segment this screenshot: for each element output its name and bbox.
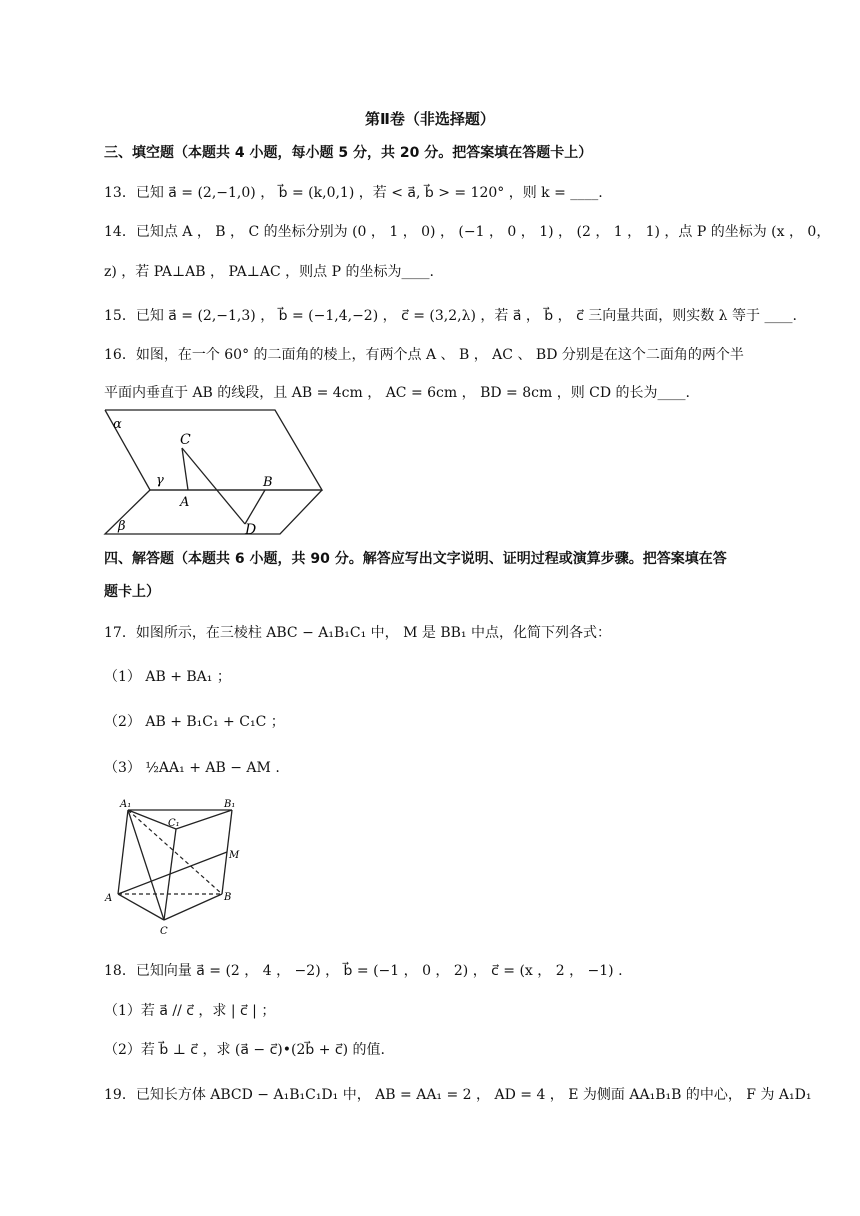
label-alpha: α bbox=[113, 417, 122, 432]
question-18-part2: （2）若 b⃗ ⊥ c⃗ ，求 (a⃗ − c⃗)•(2b⃗ + c⃗) 的值. bbox=[104, 1042, 385, 1058]
question-17-part3: （3） ½AA₁ + AB − AM . bbox=[104, 760, 280, 776]
edge-CB bbox=[164, 894, 222, 920]
question-17: 17．如图所示，在三棱柱 ABC − A₁B₁C₁ 中， M 是 BB₁ 中点，化简下列各式： bbox=[104, 625, 611, 641]
segment-CD bbox=[182, 448, 245, 524]
edge-C1B1 bbox=[176, 810, 232, 829]
label-gamma: γ bbox=[156, 473, 164, 488]
edge-A1A bbox=[118, 810, 128, 894]
question-18: 18．已知向量 a⃗ = (2 ， 4 ， −2) ， b⃗ = (−1 ， 0 ， 2) ， c⃗ = (x ， 2 ， −1) . bbox=[104, 963, 623, 979]
label-beta: β bbox=[118, 519, 126, 534]
label-C: C bbox=[180, 432, 191, 448]
label-B: B bbox=[224, 892, 232, 903]
plane-alpha-left-edge bbox=[105, 410, 150, 490]
label-C: C bbox=[160, 926, 168, 937]
question-19: 19．已知长方体 ABCD − A₁B₁C₁D₁ 中， AB = AA₁ = 2 ， AD = 4 ， E 为侧面 AA₁B₁B 的中心， F 为 A₁D₁ bbox=[104, 1087, 812, 1103]
segment-BD bbox=[245, 490, 265, 524]
section-title: 第Ⅱ卷（非选择题） bbox=[365, 110, 495, 128]
label-D: D bbox=[245, 522, 257, 538]
question-16-line2: 平面内垂直于 AB 的线段，且 AB = 4cm ， AC = 6cm ， BD = 8cm ，则 CD 的长为____. bbox=[104, 385, 690, 401]
plane-alpha-outline bbox=[105, 410, 322, 490]
part3-heading: 三、填空题（本题共 4 小题，每小题 5 分，共 20 分。把答案填在答题卡上） bbox=[104, 145, 593, 161]
question-14-line2: z) ，若 PA⊥AB ， PA⊥AC ，则点 P 的坐标为____. bbox=[104, 264, 434, 280]
question-14-line1: 14．已知点 A ， B ， C 的坐标分别为 (0 ， 1 ， 0) ， (−1 ， 0 ， 1) ， (2 ， 1 ， 1) ，点 P 的坐标为 (x ， 0， bbox=[104, 224, 831, 240]
question-13: 13．已知 a⃗ = (2,−1,0) ， b⃗ = (k,0,1) ，若 < a⃗, b⃗ > = 120° ，则 k = ____. bbox=[104, 185, 603, 201]
label-M: M bbox=[229, 850, 240, 861]
label-A: A bbox=[180, 495, 190, 510]
prism-figure bbox=[100, 796, 250, 945]
question-16-line1: 16．如图，在一个 60° 的二面角的棱上，有两个点 A 、 B ， AC 、 BD 分别是在这个二面角的两个半 bbox=[104, 347, 744, 363]
label-A: A bbox=[105, 893, 113, 904]
label-B: B bbox=[263, 475, 273, 490]
label-C1: C₁ bbox=[168, 818, 180, 829]
question-18-part1: （1）若 a⃗ // c⃗ ，求 | c⃗ | ； bbox=[104, 1003, 276, 1019]
question-17-part1: （1） AB + BA₁ ； bbox=[104, 669, 231, 685]
label-B1: B₁ bbox=[224, 799, 236, 810]
dihedral-angle-figure bbox=[100, 408, 330, 544]
plane-beta-outline bbox=[105, 490, 322, 534]
question-17-part2: （2） AB + B₁C₁ + C₁C ； bbox=[104, 714, 285, 730]
label-A1: A₁ bbox=[120, 799, 132, 810]
question-15: 15．已知 a⃗ = (2,−1,3) ， b⃗ = (−1,4,−2) ， c⃗ = (3,2,λ) ，若 a⃗ ， b⃗ ， c⃗ 三向量共面，则实数 λ 等于 ____. bbox=[104, 308, 797, 324]
part4-heading-line2: 题卡上） bbox=[104, 584, 160, 600]
part4-heading-line1: 四、解答题（本题共 6 小题，共 90 分。解答应写出文字说明、证明过程或演算步骤。把答案填在答 bbox=[104, 551, 727, 567]
